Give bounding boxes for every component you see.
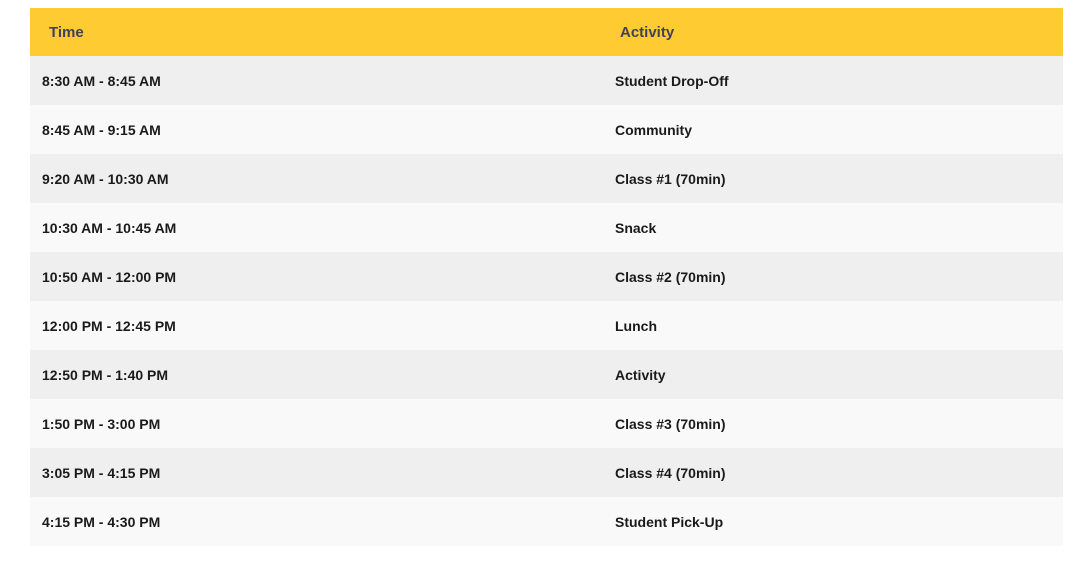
table-row bbox=[30, 350, 1063, 399]
table-row bbox=[30, 448, 1063, 497]
activity-cell: Class #1 (70min) bbox=[615, 170, 726, 187]
table-row bbox=[30, 301, 1063, 350]
time-cell: 9:20 AM - 10:30 AM bbox=[42, 170, 169, 187]
header-row bbox=[30, 8, 1063, 56]
time-cell: 12:00 PM - 12:45 PM bbox=[42, 317, 176, 334]
column-header-time: Time bbox=[49, 23, 84, 41]
time-cell: 10:30 AM - 10:45 AM bbox=[42, 219, 177, 236]
table-row bbox=[30, 203, 1063, 252]
table-row bbox=[30, 154, 1063, 203]
activity-cell: Activity bbox=[615, 366, 666, 383]
activity-cell: Community bbox=[615, 121, 692, 138]
time-cell: 8:45 AM - 9:15 AM bbox=[42, 121, 161, 138]
activity-cell: Class #2 (70min) bbox=[615, 268, 726, 285]
table-row bbox=[30, 252, 1063, 301]
activity-cell: Student Drop-Off bbox=[615, 72, 729, 89]
activity-cell: Lunch bbox=[615, 317, 657, 334]
activity-cell: Snack bbox=[615, 219, 657, 236]
time-cell: 12:50 PM - 1:40 PM bbox=[42, 366, 169, 383]
activity-cell: Class #3 (70min) bbox=[615, 415, 726, 432]
table-row bbox=[30, 497, 1063, 546]
activity-cell: Class #4 (70min) bbox=[615, 464, 726, 481]
time-cell: 4:15 PM - 4:30 PM bbox=[42, 513, 161, 530]
table-row bbox=[30, 105, 1063, 154]
time-cell: 10:50 AM - 12:00 PM bbox=[42, 268, 177, 285]
table-row bbox=[30, 399, 1063, 448]
schedule-table bbox=[30, 8, 1063, 546]
activity-cell: Student Pick-Up bbox=[615, 513, 724, 530]
table-row bbox=[30, 56, 1063, 105]
time-cell: 8:30 AM - 8:45 AM bbox=[42, 72, 161, 89]
time-cell: 1:50 PM - 3:00 PM bbox=[42, 415, 161, 432]
column-header-activity: Activity bbox=[620, 23, 675, 41]
table-body bbox=[30, 56, 1063, 546]
time-cell: 3:05 PM - 4:15 PM bbox=[42, 464, 161, 481]
table-header bbox=[30, 8, 1063, 56]
